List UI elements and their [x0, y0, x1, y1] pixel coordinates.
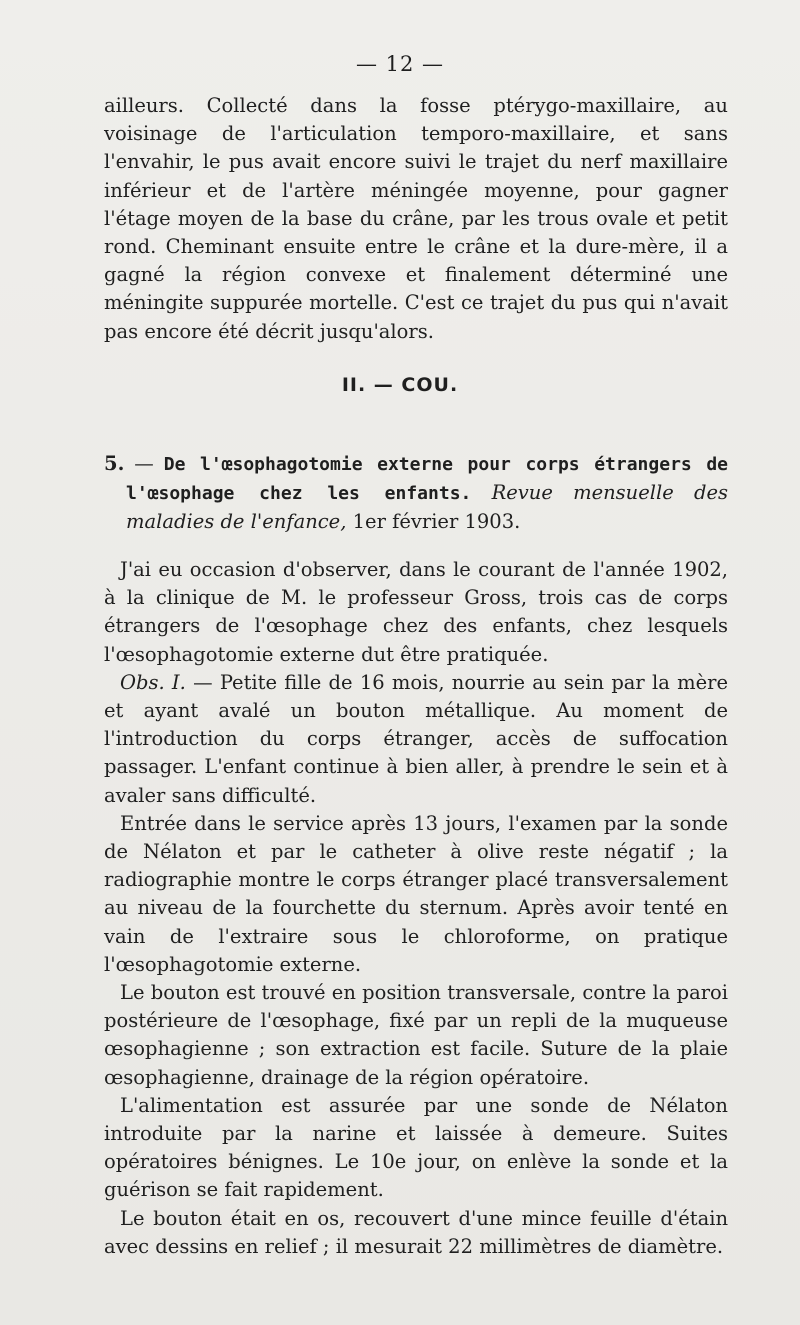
entry-title: De l'œsophagotomie externe pour corps étrangers de l'œsophage chez les enfants. — [126, 454, 728, 505]
entry-dash: — — [124, 452, 164, 475]
article-body — [104, 556, 728, 1261]
observation-paragraph — [104, 669, 728, 810]
entry-paragraph: Entrée dans le service après 13 jours, l'examen par la sonde de Nélaton et par le catheter à olive reste négatif ; la radiographie montre le corps étranger placé transversalement au niveau de la fourchette du sternum. Après avoir tenté en vain de l'extraire sous le chloroforme, on pratique l'œsophagotomie externe. — [104, 811, 728, 976]
bibliography-entry — [104, 450, 728, 537]
final-paragraph: Le bouton était en os, recouvert d'une mince feuille d'étain avec dessins en relief ; il mesurait 22 millimètres de diamètre. — [104, 1206, 728, 1258]
entry-journal: Revue mensuelle des maladies de l'enfance, — [126, 481, 728, 534]
observation-label: Obs. I. — [120, 670, 186, 694]
entry-date: 1er février 1903. — [346, 510, 521, 534]
paragraph-continuation — [104, 92, 728, 346]
feeding-paragraph: L'alimentation est assurée par une sonde de Nélaton introduite par la narine et laissée à demeure. Suites opératoires bénignes. Le 10e jour, on enlève la sonde et la guérison se fait rapidement. — [104, 1093, 728, 1202]
page-number: — 12 — — [355, 52, 445, 76]
section-heading: II. — COU. — [341, 374, 459, 396]
button-paragraph: Le bouton est trouvé en position transversale, contre la paroi postérieure de l'œsophage, fixé par un repli de la muqueuse œsophagienne ; son extraction est facile. Suture de la plaie œsophagienne, drainage de la région opératoire. — [104, 981, 728, 1089]
intro-paragraph: J'ai eu occasion d'observer, dans le courant de l'année 1902, à la clinique de M. le professeur Gross, trois cas de corps étrangers de l'œsophage chez des enfants, chez lesquels l'œsophagotomie externe dut être pratiquée. — [104, 558, 728, 666]
paragraph-text: ailleurs. Collecté dans la fosse ptérygo-maxillaire, au voisinage de l'articulation temporo-maxillaire, et sans l'envahir, le pus avait encore suivi le trajet du nerf maxillaire inférieur et de l'artère méningée moyenne, pour gagner l'étage moyen de la base du crâne, par les trous ovale et petit rond. Cheminant ensuite entre le crâne et la dure-mère, il a gagné la région convexe et finalement déterminé une méningite suppurée mortelle. C'est ce trajet du pus qui n'avait pas encore été décrit jusqu'alors. — [104, 94, 728, 343]
entry-number: 5. — [104, 452, 125, 475]
observation-text: — Petite fille de 16 mois, nourrie au sein par la mère et ayant avalé un bouton métallique. Au moment de l'introduction du corps étranger, accès de suffocation passager. L'enfant continue à bien aller, à prendre le sein et à avaler sans difficulté. — [104, 670, 728, 807]
